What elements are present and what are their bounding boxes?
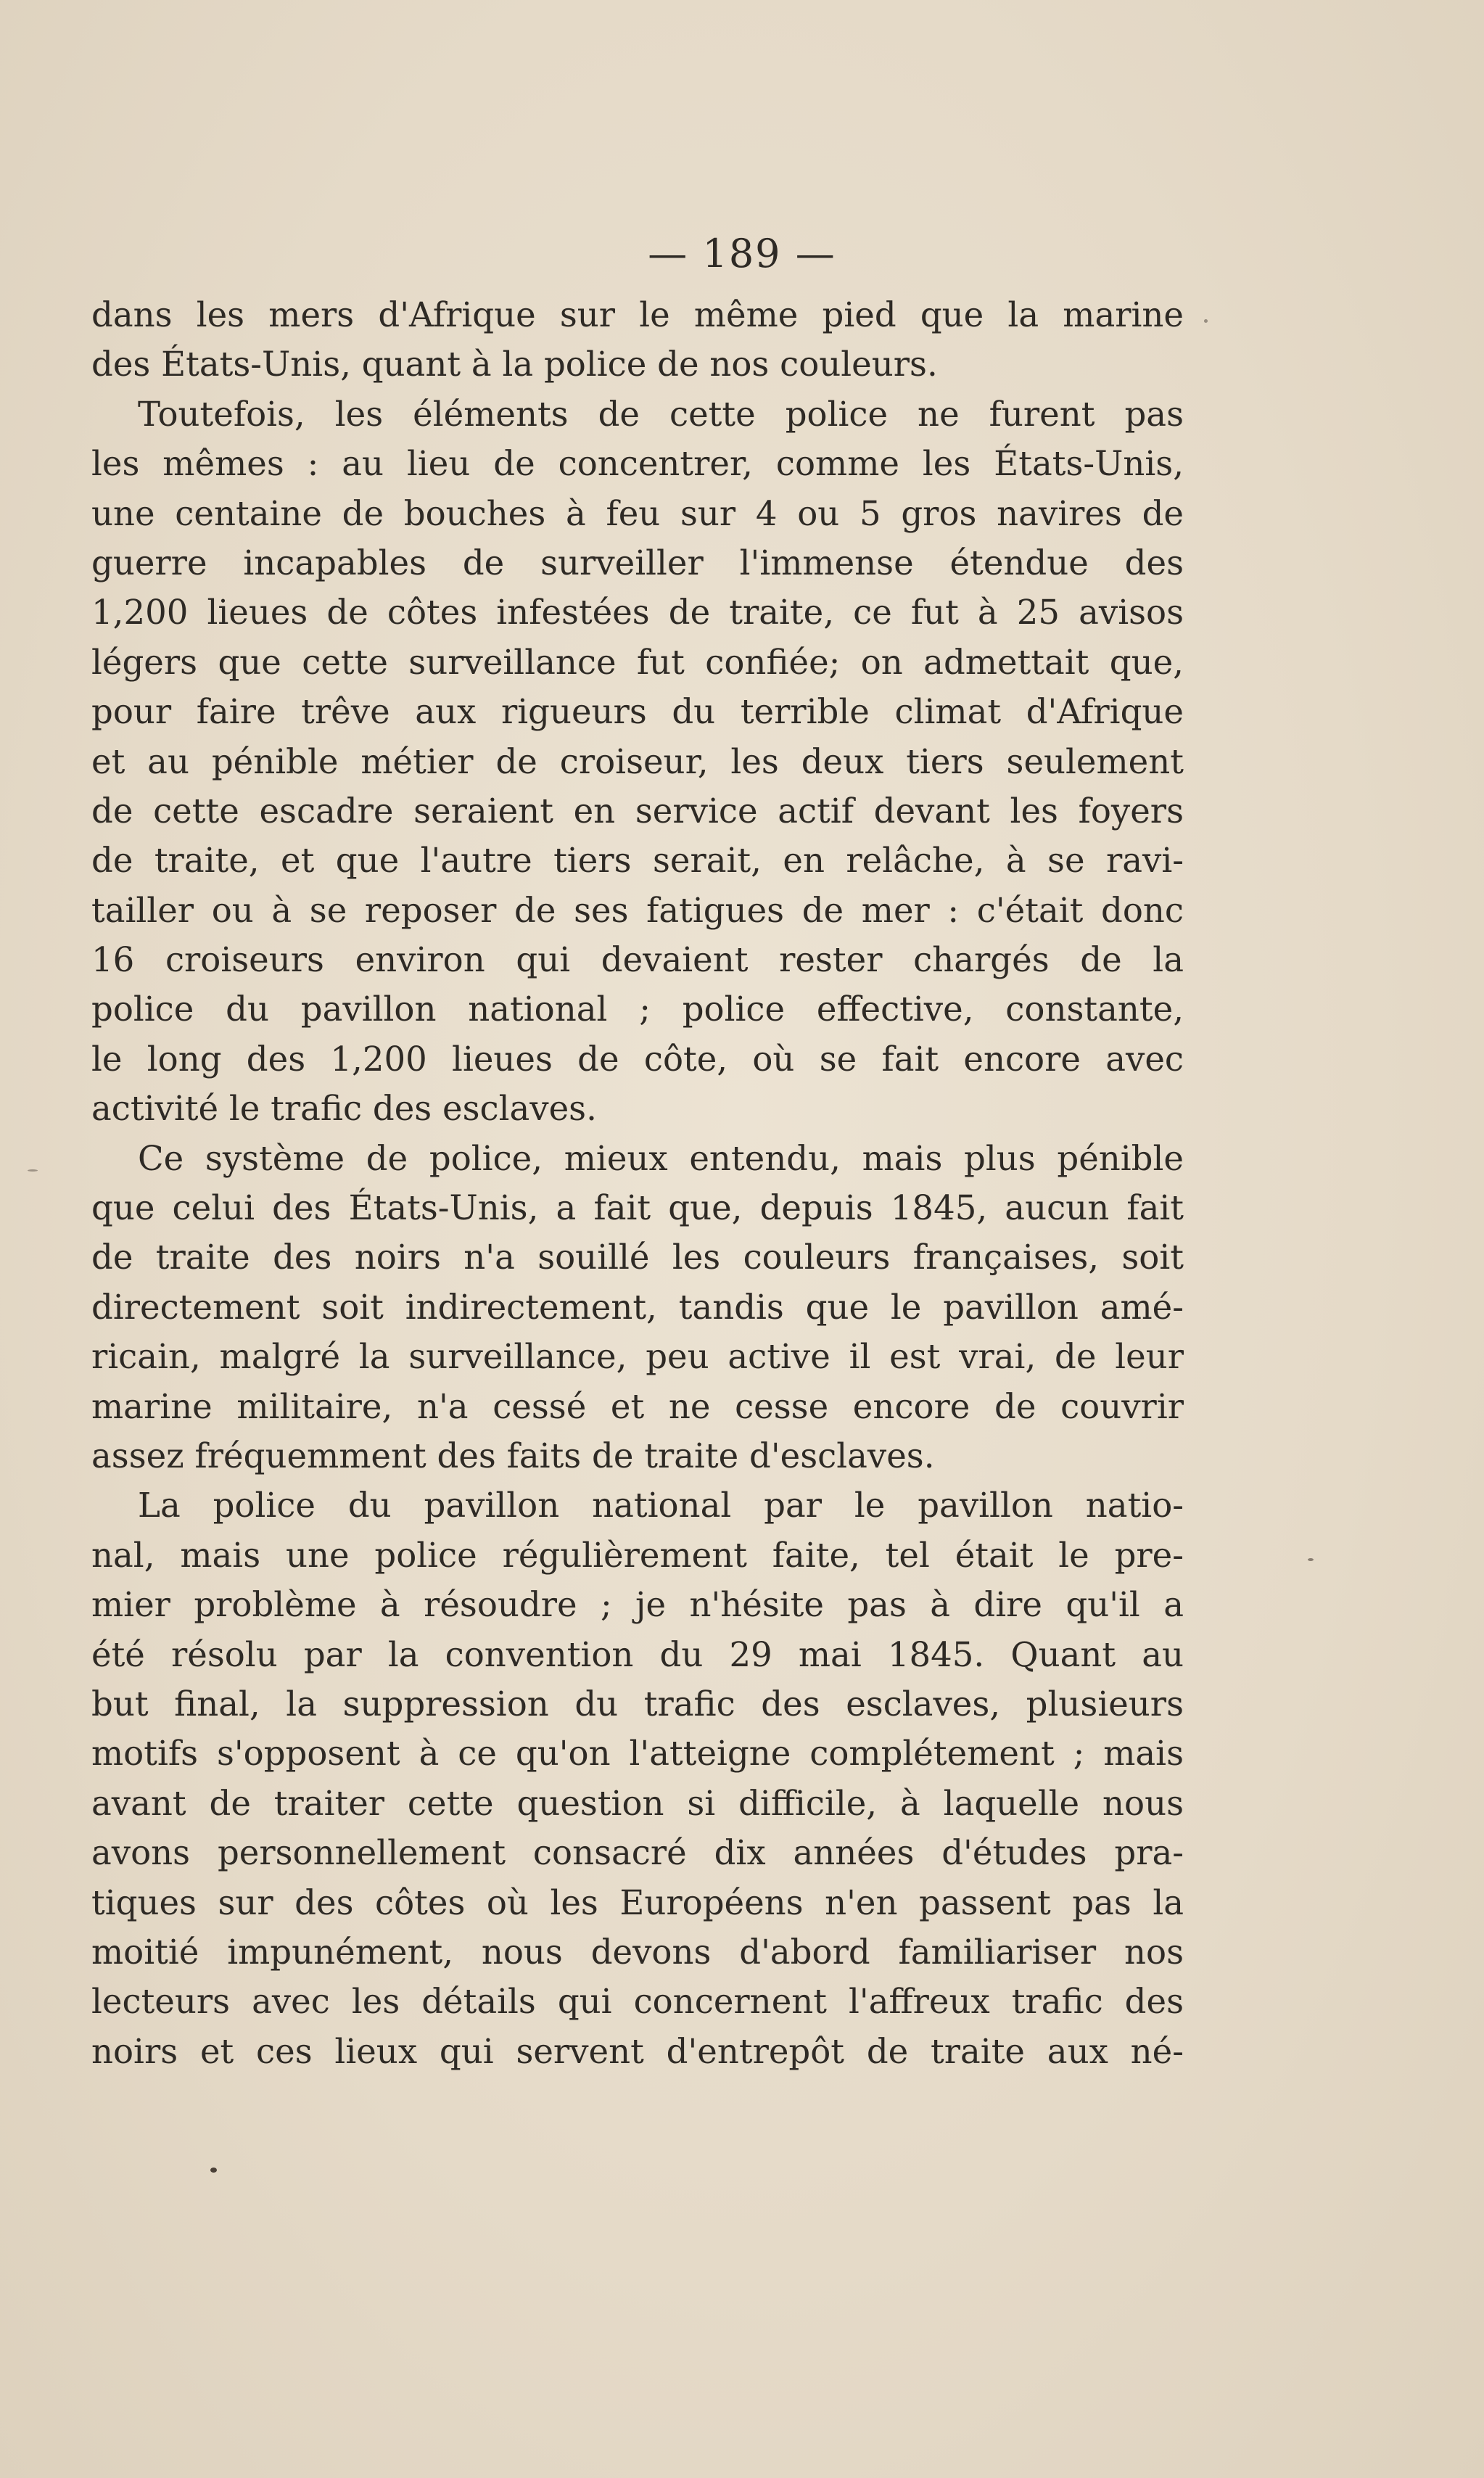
- text-line: nal, mais une police régulièrement faite, tel était le pre-: [91, 1535, 1184, 1575]
- text-line: que celui des États-Unis, a fait que, depuis 1845, aucun fait: [91, 1188, 1184, 1228]
- text-line: guerre incapables de surveiller l'immense étendue des: [91, 543, 1184, 583]
- ink-speck: [28, 1169, 38, 1172]
- text-line: lecteurs avec les détails qui concernent l'affreux trafic des: [91, 1982, 1184, 2022]
- text-line: mier problème à résoudre ; je n'hésite pas à dire qu'il a: [91, 1585, 1184, 1625]
- text-line: de traite, et que l'autre tiers serait, en relâche, à se ravi-: [91, 841, 1184, 881]
- text-line: motifs s'opposent à ce qu'on l'atteigne complétement ; mais: [91, 1734, 1184, 1774]
- text-line: le long des 1,200 lieues de côte, où se fait encore avec: [91, 1039, 1184, 1079]
- text-line: noirs et ces lieux qui servent d'entrepôt de traite aux né-: [91, 2031, 1184, 2071]
- text-line: des États-Unis, quant à la police de nos couleurs.: [91, 345, 938, 384]
- text-line: activité le trafic des esclaves.: [91, 1089, 597, 1129]
- text-line: assez fréquemment des faits de traite d'esclaves.: [91, 1436, 935, 1475]
- text-line: 16 croiseurs environ qui devaient rester chargés de la: [91, 940, 1184, 980]
- text-line: directement soit indirectement, tandis que le pavillon amé-: [91, 1287, 1184, 1327]
- text-line: été résolu par la convention du 29 mai 1845. Quant au: [91, 1634, 1184, 1674]
- text-line: moitié impunément, nous devons d'abord familiariser nos: [91, 1932, 1184, 1972]
- text-line: tiques sur des côtes où les Européens n'en passent pas la: [91, 1882, 1184, 1922]
- ink-speck: [210, 2168, 217, 2173]
- text-line: avant de traiter cette question si difficile, à laquelle nous: [91, 1783, 1184, 1823]
- text-line: avons personnellement consacré dix années d'études pra-: [91, 1833, 1184, 1873]
- text-line: les mêmes : au lieu de concentrer, comme les États-Unis,: [91, 444, 1184, 484]
- body-text: [91, 290, 1184, 2076]
- ink-speck: [1308, 1558, 1314, 1561]
- paragraph-start-line: La police du pavillon national par le pavillon natio-: [138, 1486, 1184, 1526]
- paragraph-start-line: Toutefois, les éléments de cette police ne furent pas: [138, 394, 1184, 434]
- paragraph-start-line: Ce système de police, mieux entendu, mais plus pénible: [138, 1138, 1184, 1178]
- text-line: une centaine de bouches à feu sur 4 ou 5 gros navires de: [91, 493, 1184, 533]
- ink-speck: [1204, 319, 1208, 323]
- text-line: marine militaire, n'a cessé et ne cesse encore de couvrir: [91, 1386, 1184, 1426]
- text-line: et au pénible métier de croiseur, les deux tiers seulement: [91, 741, 1184, 781]
- page-number: — 189 —: [648, 231, 836, 276]
- text-line: 1,200 lieues de côtes infestées de traite, ce fut à 25 avisos: [91, 593, 1184, 633]
- text-line: pour faire trêve aux rigueurs du terrible climat d'Afrique: [91, 692, 1184, 732]
- text-line: ricain, malgré la surveillance, peu active il est vrai, de leur: [91, 1337, 1184, 1377]
- text-line: police du pavillon national ; police effective, constante,: [91, 989, 1184, 1029]
- text-line: dans les mers d'Afrique sur le même pied que la marine: [91, 295, 1184, 334]
- text-line: légers que cette surveillance fut confiée; on admettait que,: [91, 642, 1184, 682]
- text-line: de traite des noirs n'a souillé les couleurs françaises, soit: [91, 1238, 1184, 1277]
- text-line: de cette escadre seraient en service actif devant les foyers: [91, 791, 1184, 831]
- text-line: but final, la suppression du trafic des esclaves, plusieurs: [91, 1684, 1184, 1724]
- text-line: tailler ou à se reposer de ses fatigues de mer : c'était donc: [91, 890, 1184, 930]
